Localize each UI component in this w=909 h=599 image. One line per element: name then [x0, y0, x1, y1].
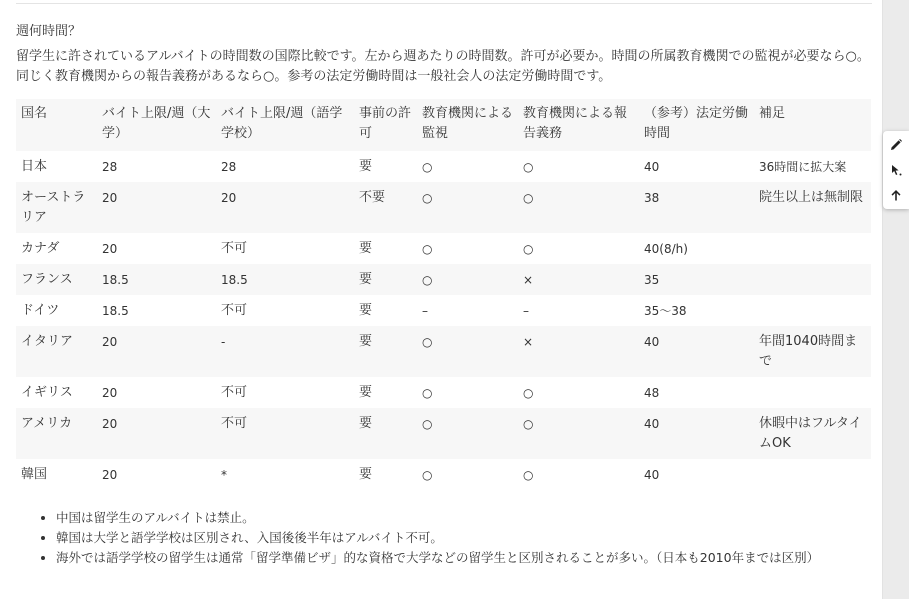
cell: ○	[422, 417, 433, 431]
column-header: 教育機関による報告義務	[523, 106, 628, 141]
column-header: 教育機関による監視	[422, 106, 514, 141]
list-item: • 韓国は大学と語学学校は区別され、入国後後半年はアルバイト不可。	[56, 528, 872, 548]
column-header: バイト上限/週（大学）	[102, 106, 211, 141]
cell: ×	[523, 335, 534, 349]
cell: 20	[102, 386, 118, 400]
section-heading: 週何時間？	[16, 24, 82, 39]
cell-country: イギリス	[21, 385, 73, 400]
cell: 20	[102, 242, 118, 256]
cell: –	[523, 304, 529, 318]
cell: ○	[523, 160, 534, 174]
cell: 18.5	[221, 273, 248, 287]
cell: 要	[359, 241, 373, 256]
cell: 20	[102, 468, 118, 482]
cell: ○	[422, 242, 433, 256]
cell: 不可	[221, 241, 248, 256]
cell: 不要	[359, 190, 386, 205]
cell: ○	[422, 191, 433, 205]
cell: 不可	[221, 385, 248, 400]
table-row	[16, 459, 871, 490]
cell-note	[754, 264, 871, 295]
table-row	[16, 377, 871, 408]
cell: *	[221, 468, 227, 482]
cell: ○	[422, 160, 433, 174]
arrow-up-icon	[889, 188, 903, 202]
cursor-icon	[889, 163, 903, 177]
cell: ○	[523, 386, 534, 400]
cell: 不可	[221, 303, 248, 318]
list-item: • 海外では語学学校の留学生は通常「留学準備ビザ」的な資格で大学などの留学生と区別されることが多い。（日本も2010年までは区別）	[56, 548, 872, 568]
list-item: • 中国は留学生のアルバイトは禁止。	[56, 508, 872, 528]
cell-country: アメリカ	[21, 416, 73, 431]
cell: 20	[102, 335, 118, 349]
cell-country: ドイツ	[21, 303, 60, 318]
cell: 38	[644, 191, 660, 205]
table-row	[16, 233, 871, 264]
pencil-icon	[889, 138, 903, 152]
cell: 要	[359, 416, 373, 431]
cell: 40	[644, 468, 660, 482]
cell-note: 36時間に拡大案	[759, 160, 847, 174]
cell-note	[754, 295, 871, 326]
cell: ○	[523, 242, 534, 256]
cell-note	[754, 233, 871, 264]
cell: 要	[359, 303, 373, 318]
cell: 40	[644, 160, 660, 174]
table-header-row	[16, 99, 871, 151]
cell: 要	[359, 272, 373, 287]
cell: 20	[221, 191, 237, 205]
table-row	[16, 182, 871, 233]
cell-country: 韓国	[21, 467, 48, 482]
cell: ○	[523, 191, 534, 205]
table-row	[16, 264, 871, 295]
edit-button[interactable]	[883, 133, 909, 157]
cell: 28	[221, 160, 237, 174]
cell: 40	[644, 417, 660, 431]
cell: 20	[102, 191, 118, 205]
cell-note: 休暇中はフルタイムOK	[759, 416, 862, 451]
cell: 要	[359, 334, 373, 349]
cell-note	[754, 377, 871, 408]
column-header: 補足	[759, 106, 786, 121]
table-row	[16, 408, 871, 459]
table-row	[16, 295, 871, 326]
cell: ○	[523, 417, 534, 431]
cell: 35〜38	[644, 304, 687, 318]
intro-paragraph: 留学生に許されているアルバイトの時間数の国際比較です。左から週あたりの時間数。許可が必要か。時間の所属教育機関での監視が必要なら○。同じく教育機関からの報告義務があるなら○。参考の法定労働時間は一般社会人の法定労働時間です。	[16, 49, 870, 84]
cell: -	[221, 335, 226, 349]
cell: 28	[102, 160, 118, 174]
cell-country: オーストラリア	[21, 190, 86, 225]
cell-note: 院生以上は無制限	[759, 190, 864, 205]
cell-country: カナダ	[21, 241, 60, 256]
cell: 20	[102, 417, 118, 431]
table-row	[16, 326, 871, 377]
cell: ○	[422, 273, 433, 287]
cell: 要	[359, 467, 373, 482]
cell: ○	[523, 468, 534, 482]
cell: 18.5	[102, 273, 129, 287]
cell: 要	[359, 159, 373, 174]
cell: 40(8/h)	[644, 242, 688, 256]
cell-note: 年間1040時間まで	[759, 334, 858, 369]
table-row	[16, 151, 871, 182]
cell: 48	[644, 386, 660, 400]
cell-country: フランス	[21, 272, 73, 287]
cell: ○	[422, 468, 433, 482]
column-header: 国名	[21, 106, 48, 121]
cell: 不可	[221, 416, 248, 431]
cell: 18.5	[102, 304, 129, 318]
cell-note	[754, 459, 871, 490]
column-header: （参考）法定労働時間	[644, 106, 749, 141]
column-header: 事前の許可	[359, 106, 412, 141]
cell: 要	[359, 385, 373, 400]
column-header: バイト上限/週（語学学校）	[221, 106, 343, 141]
scroll-top-button[interactable]	[883, 183, 909, 207]
cell-country: 日本	[21, 159, 48, 174]
floating-toolbar	[883, 131, 909, 209]
cell: 35	[644, 273, 660, 287]
cell-country: イタリア	[21, 334, 74, 349]
cell: ○	[422, 335, 433, 349]
cell: –	[422, 304, 428, 318]
cell: 40	[644, 335, 660, 349]
cell: ○	[422, 386, 433, 400]
divider	[16, 3, 872, 4]
cell: ×	[523, 273, 534, 287]
select-button[interactable]	[883, 158, 909, 182]
comparison-table	[16, 99, 871, 490]
notes-list	[16, 508, 872, 568]
